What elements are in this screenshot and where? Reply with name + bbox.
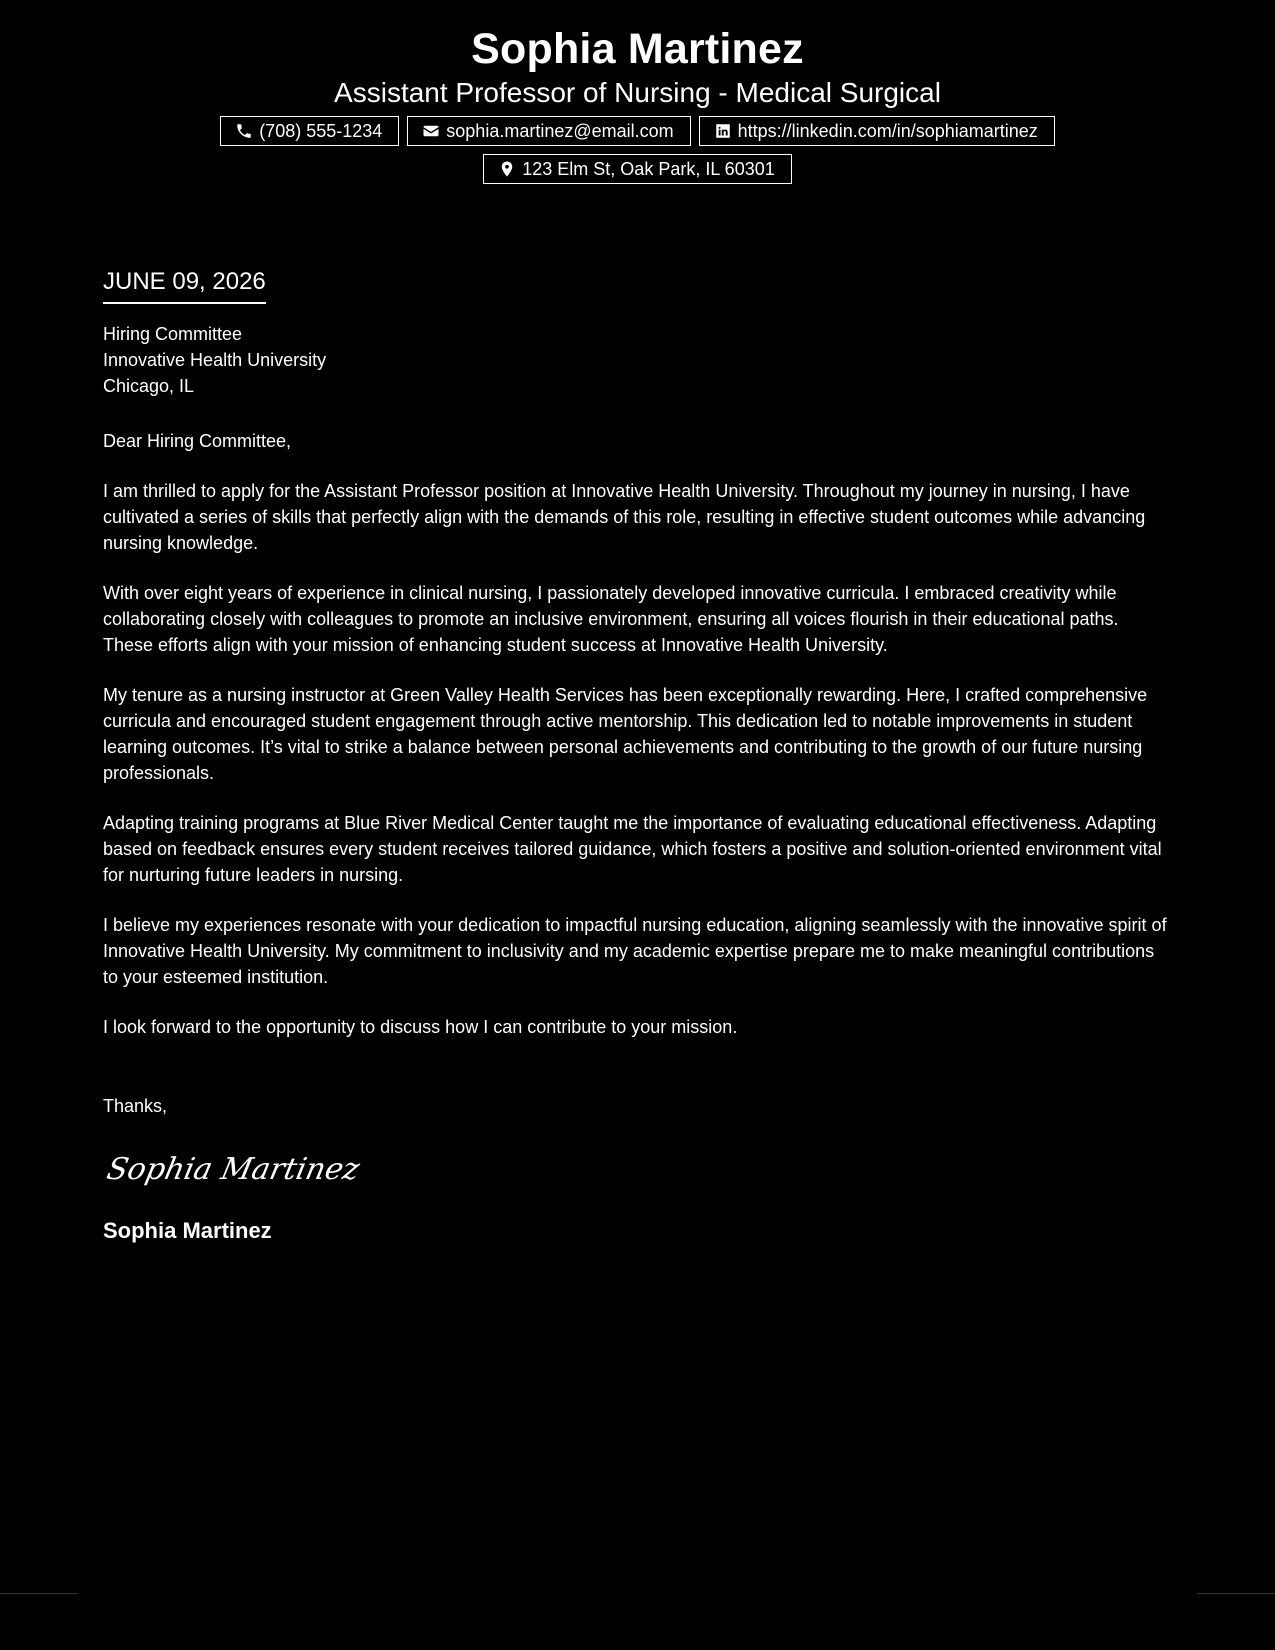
phone-text: (708) 555-1234 [259, 121, 383, 141]
signature-text: Sophia Martinez [103, 1152, 363, 1187]
contact-email[interactable] [407, 116, 690, 146]
applicant-title: Assistant Professor of Nursing - Medical Surgical [334, 77, 941, 108]
footer-divider-right [1197, 1593, 1275, 1594]
recipient-line: Chicago, IL [103, 376, 195, 396]
paragraph: I look forward to the opportunity to discuss how I can contribute to your mission. [103, 1017, 738, 1037]
linkedin-text: https://linkedin.com/in/sophiamartinez [737, 121, 1038, 141]
letter-header [0, 22, 1275, 184]
footer-divider-left [0, 1593, 78, 1594]
paragraph: Adapting training programs at Blue River Medical Center taught me the importance of evaluating educational effectiveness. Adapting based on feedback ensures every student receives tailored guidance, which fosters a positive and solution-oriented environment vital for nurturing future leaders in nursing. [103, 813, 1162, 885]
applicant-name: Sophia Martinez [471, 25, 804, 73]
recipient-line: Innovative Health University [103, 350, 327, 370]
map-pin-icon [498, 160, 516, 178]
signature-image [103, 1143, 1173, 1193]
contact-address[interactable] [483, 154, 791, 184]
paragraph: I believe my experiences resonate with your dedication to impactful nursing education, aligning seamlessly with the innovative spirit of Innovative Health University. My commitment to inclusivity and my academic expertise prepare me to make meaningful contributions to your esteemed institution. [103, 915, 1167, 987]
paragraph: I am thrilled to apply for the Assistant Professor position at Innovative Health University. Throughout my journey in nursing, I have cultivated a series of skills that perfectly align with the demands of this role, resulting in effective student outcomes while advancing nursing knowledge. [103, 481, 1146, 553]
contact-bar [0, 116, 1275, 184]
greeting: Dear Hiring Committee, [103, 431, 292, 451]
envelope-icon [422, 122, 440, 140]
address-text: 123 Elm St, Oak Park, IL 60301 [522, 159, 775, 179]
phone-icon [235, 122, 253, 140]
email-text: sophia.martinez@email.com [446, 121, 674, 141]
signed-name: Sophia Martinez [103, 1218, 272, 1243]
linkedin-icon [714, 122, 732, 140]
contact-phone[interactable] [220, 116, 399, 146]
recipient-line: Hiring Committee [103, 324, 243, 344]
letter-date: JUNE 09, 2026 [103, 266, 266, 304]
paragraph: My tenure as a nursing instructor at Green Valley Health Services has been exceptionally rewarding. Here, I crafted comprehensive curricula and encouraged student engagement through active mentorship. This dedication led to notable improvements in student learning outcomes. It’s vital to strike a balance between personal achievements and contributing to the growth of our future nursing professionals. [103, 685, 1148, 783]
paragraph: With over eight years of experience in clinical nursing, I passionately developed innovative curricula. I embraced creativity while collaborating closely with colleagues to promote an inclusive environment, ensuring all voices flourish in their educational paths. These efforts align with your mission of enhancing student success at Innovative Health University. [103, 583, 1119, 655]
letter-body [103, 266, 1173, 1245]
signature-graphic [103, 1143, 363, 1193]
closing: Thanks, [103, 1096, 168, 1116]
contact-linkedin[interactable] [699, 116, 1055, 146]
recipient-block [103, 321, 1173, 399]
